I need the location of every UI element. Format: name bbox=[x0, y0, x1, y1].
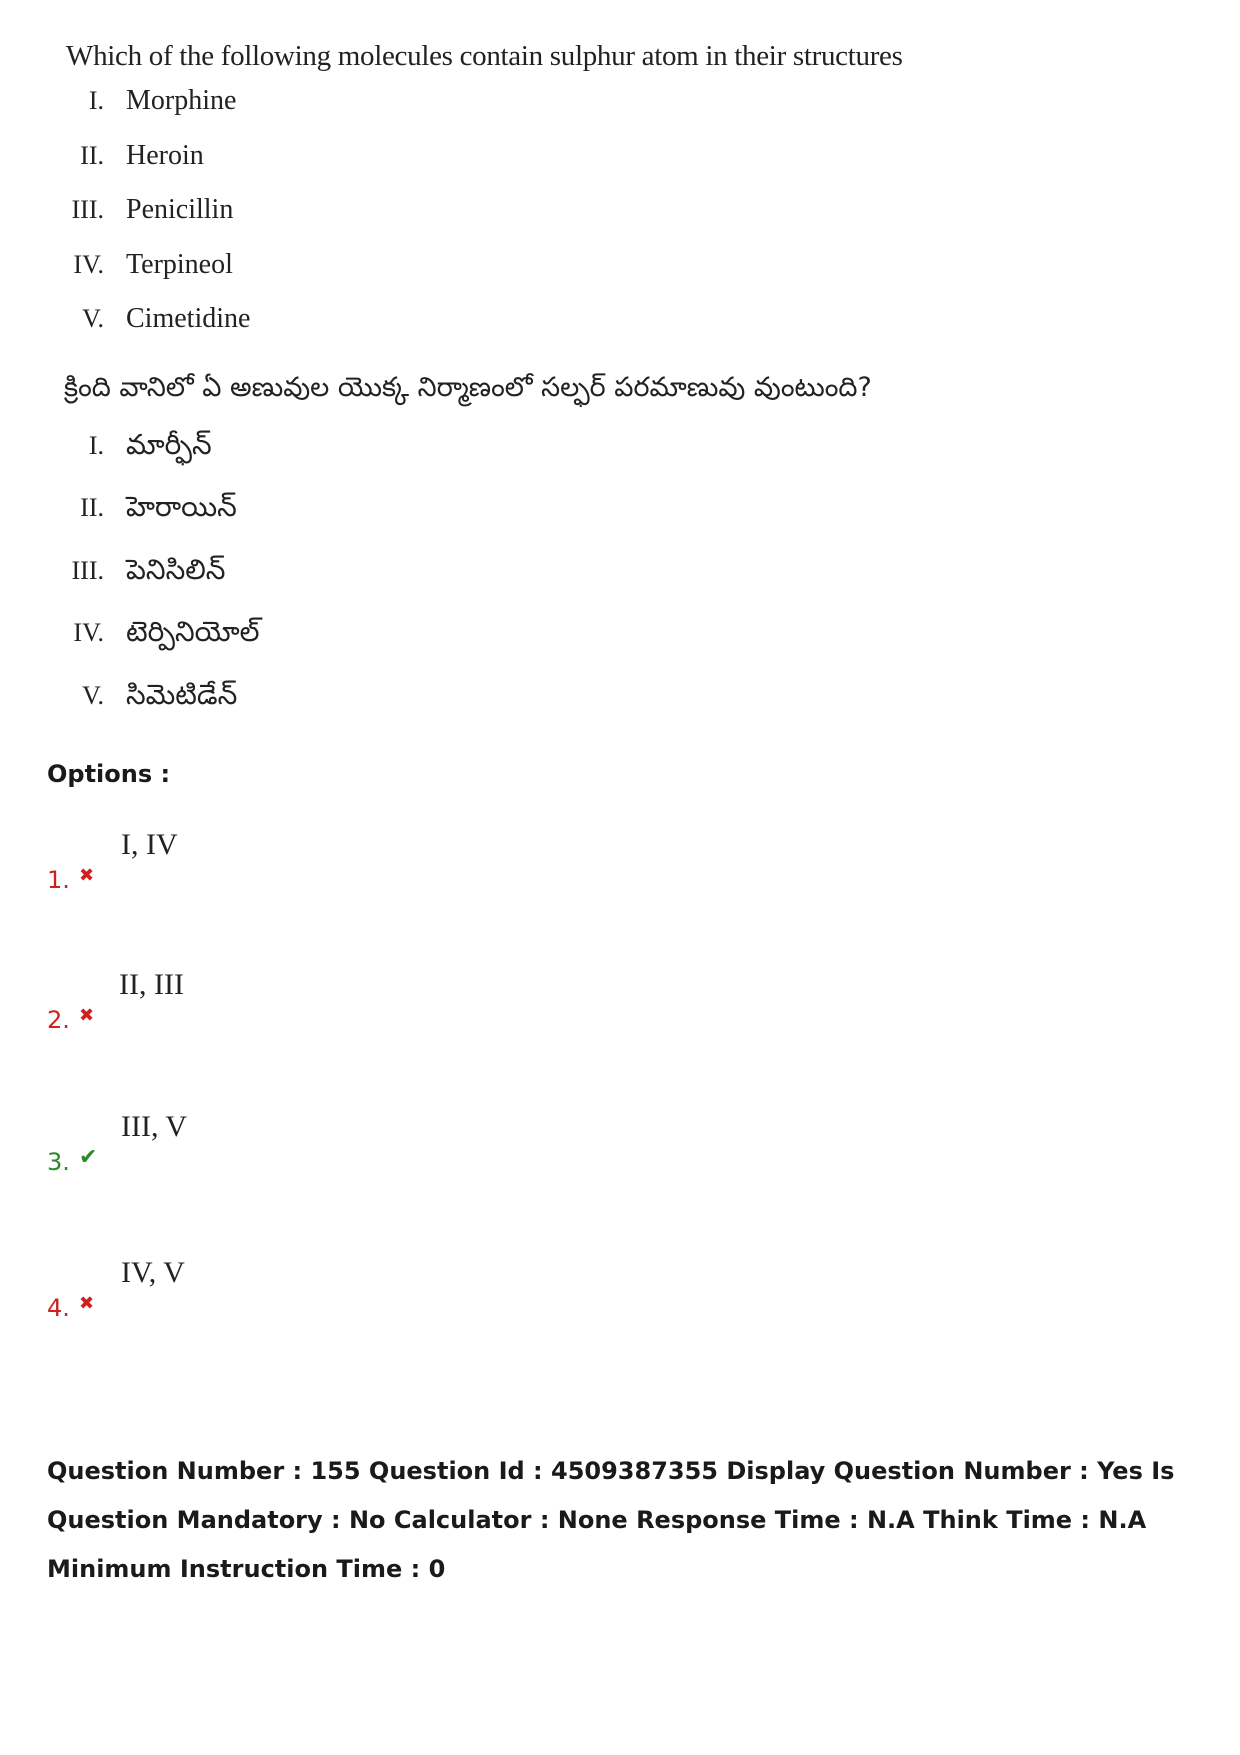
item-text: టెర్పినియోల్ bbox=[126, 615, 260, 648]
english-item-5 bbox=[58, 303, 958, 358]
question-text-english: Which of the following molecules contain sulphur atom in their structures bbox=[66, 40, 903, 72]
option-number: 3. bbox=[47, 1148, 70, 1176]
item-text: Morphine bbox=[126, 85, 237, 116]
telugu-item-2 bbox=[58, 490, 958, 553]
item-number: III. bbox=[71, 555, 104, 585]
option-text: III, V bbox=[121, 1110, 188, 1143]
options-label: Options : bbox=[47, 760, 171, 788]
item-text: Cimetidine bbox=[126, 303, 251, 334]
item-number: V. bbox=[82, 680, 104, 710]
item-text: మార్ఫీన్ bbox=[126, 427, 212, 461]
option-text: IV, V bbox=[121, 1256, 185, 1289]
item-number: II. bbox=[80, 140, 104, 170]
option-text: II, III bbox=[119, 968, 184, 1001]
item-number: V. bbox=[82, 304, 104, 333]
english-item-2 bbox=[58, 140, 958, 195]
telugu-item-5 bbox=[58, 678, 958, 741]
check-icon: ✔ bbox=[79, 1145, 98, 1170]
item-number: III. bbox=[71, 195, 104, 224]
option-text: I, IV bbox=[121, 828, 178, 861]
option-number: 2. bbox=[47, 1006, 70, 1034]
cross-icon: ✖ bbox=[79, 865, 95, 886]
question-image bbox=[58, 40, 958, 740]
english-item-4 bbox=[58, 249, 958, 304]
item-number: I. bbox=[88, 86, 104, 115]
item-text: Heroin bbox=[126, 139, 204, 171]
option-4 bbox=[47, 1248, 447, 1348]
option-number: 4. bbox=[47, 1294, 70, 1322]
item-number: IV. bbox=[73, 618, 104, 647]
item-text: హెరాయిన్ bbox=[126, 490, 237, 523]
item-number: IV. bbox=[73, 249, 104, 279]
telugu-item-1 bbox=[58, 428, 958, 491]
option-3 bbox=[47, 1102, 447, 1202]
english-item-3 bbox=[58, 194, 958, 249]
english-item-1 bbox=[58, 85, 958, 140]
option-1 bbox=[47, 820, 447, 920]
telugu-item-4 bbox=[58, 615, 958, 678]
item-number: I. bbox=[88, 430, 104, 460]
question-metadata: Question Number : 155 Question Id : 4509387355 Display Question Number : Yes Is Question Mandatory : No Calculator : None Response Time : N.A Think Time : N.A Minimum Instruction Time : 0 bbox=[47, 1457, 1175, 1583]
cross-icon: ✖ bbox=[79, 1005, 95, 1026]
telugu-item-3 bbox=[58, 553, 958, 616]
item-text: సిమెటిడేన్ bbox=[126, 677, 238, 711]
item-text: Terpineol bbox=[126, 248, 233, 280]
option-number: 1. bbox=[47, 866, 70, 894]
item-text: పెనిసిలిన్ bbox=[126, 552, 226, 586]
option-2 bbox=[47, 960, 447, 1060]
question-text-telugu: క్రింది వానిలో ఏ అణువుల యొక్క నిర్మాణంలో సల్ఫర్ పరమాణువు వుంటుంది? bbox=[64, 371, 872, 403]
item-text: Penicillin bbox=[126, 194, 234, 225]
item-number: II. bbox=[80, 493, 104, 522]
cross-icon: ✖ bbox=[79, 1293, 95, 1314]
